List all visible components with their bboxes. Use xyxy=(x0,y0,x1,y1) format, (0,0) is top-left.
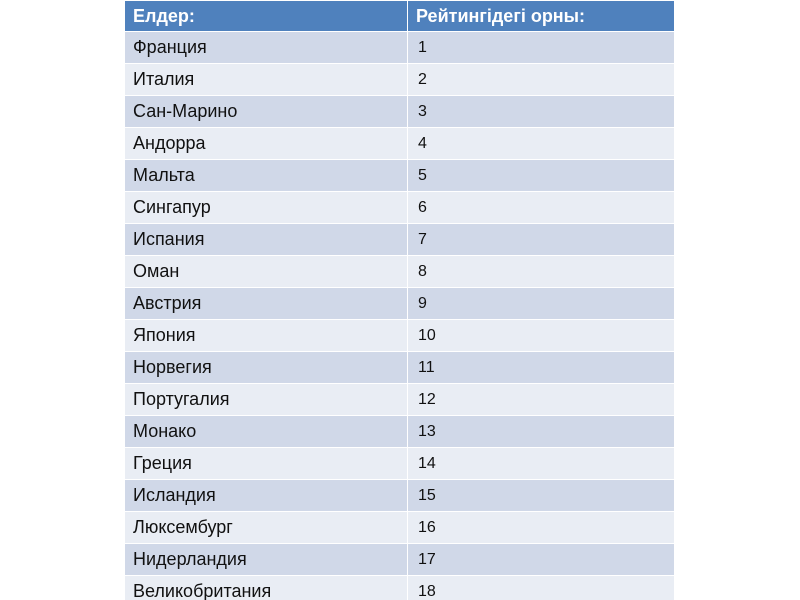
country-cell: Испания xyxy=(125,224,408,256)
rank-cell: 6 xyxy=(408,192,675,224)
rank-cell: 9 xyxy=(408,288,675,320)
country-cell: Франция xyxy=(125,32,408,64)
country-cell: Греция xyxy=(125,448,408,480)
table-row xyxy=(125,576,675,600)
country-cell: Япония xyxy=(125,320,408,352)
rank-cell: 16 xyxy=(408,512,675,544)
rank-cell: 12 xyxy=(408,384,675,416)
country-cell: Монако xyxy=(125,416,408,448)
country-ranking-table xyxy=(124,0,675,600)
country-cell: Исландия xyxy=(125,480,408,512)
country-cell: Австрия xyxy=(125,288,408,320)
country-cell: Великобритания xyxy=(125,576,408,600)
rank-cell: 1 xyxy=(408,32,675,64)
rank-cell: 18 xyxy=(408,576,675,600)
country-cell: Оман xyxy=(125,256,408,288)
table-row xyxy=(125,448,675,480)
rank-cell: 11 xyxy=(408,352,675,384)
country-cell: Мальта xyxy=(125,160,408,192)
table-row xyxy=(125,384,675,416)
table-row xyxy=(125,512,675,544)
country-cell: Норвегия xyxy=(125,352,408,384)
table-row xyxy=(125,320,675,352)
country-cell: Сан-Марино xyxy=(125,96,408,128)
ranking-table-container xyxy=(124,0,674,600)
table-row xyxy=(125,288,675,320)
table-row xyxy=(125,256,675,288)
rank-cell: 3 xyxy=(408,96,675,128)
table-row xyxy=(125,96,675,128)
table-row xyxy=(125,416,675,448)
country-cell: Сингапур xyxy=(125,192,408,224)
table-row xyxy=(125,192,675,224)
table-row xyxy=(125,352,675,384)
rank-cell: 7 xyxy=(408,224,675,256)
table-row xyxy=(125,224,675,256)
rank-cell: 4 xyxy=(408,128,675,160)
rank-cell: 8 xyxy=(408,256,675,288)
rank-cell: 2 xyxy=(408,64,675,96)
header-country: Елдер: xyxy=(125,1,408,32)
country-cell: Португалия xyxy=(125,384,408,416)
table-row xyxy=(125,64,675,96)
rank-cell: 10 xyxy=(408,320,675,352)
rank-cell: 17 xyxy=(408,544,675,576)
table-row xyxy=(125,480,675,512)
rank-cell: 5 xyxy=(408,160,675,192)
country-cell: Италия xyxy=(125,64,408,96)
rank-cell: 14 xyxy=(408,448,675,480)
country-cell: Люксембург xyxy=(125,512,408,544)
country-cell: Андорра xyxy=(125,128,408,160)
table-row xyxy=(125,32,675,64)
header-rank: Рейтингідегі орны: xyxy=(408,1,675,32)
table-row xyxy=(125,544,675,576)
table-row xyxy=(125,128,675,160)
table-header-row xyxy=(125,1,675,32)
table-body xyxy=(125,32,675,600)
table-row xyxy=(125,160,675,192)
rank-cell: 13 xyxy=(408,416,675,448)
country-cell: Нидерландия xyxy=(125,544,408,576)
rank-cell: 15 xyxy=(408,480,675,512)
